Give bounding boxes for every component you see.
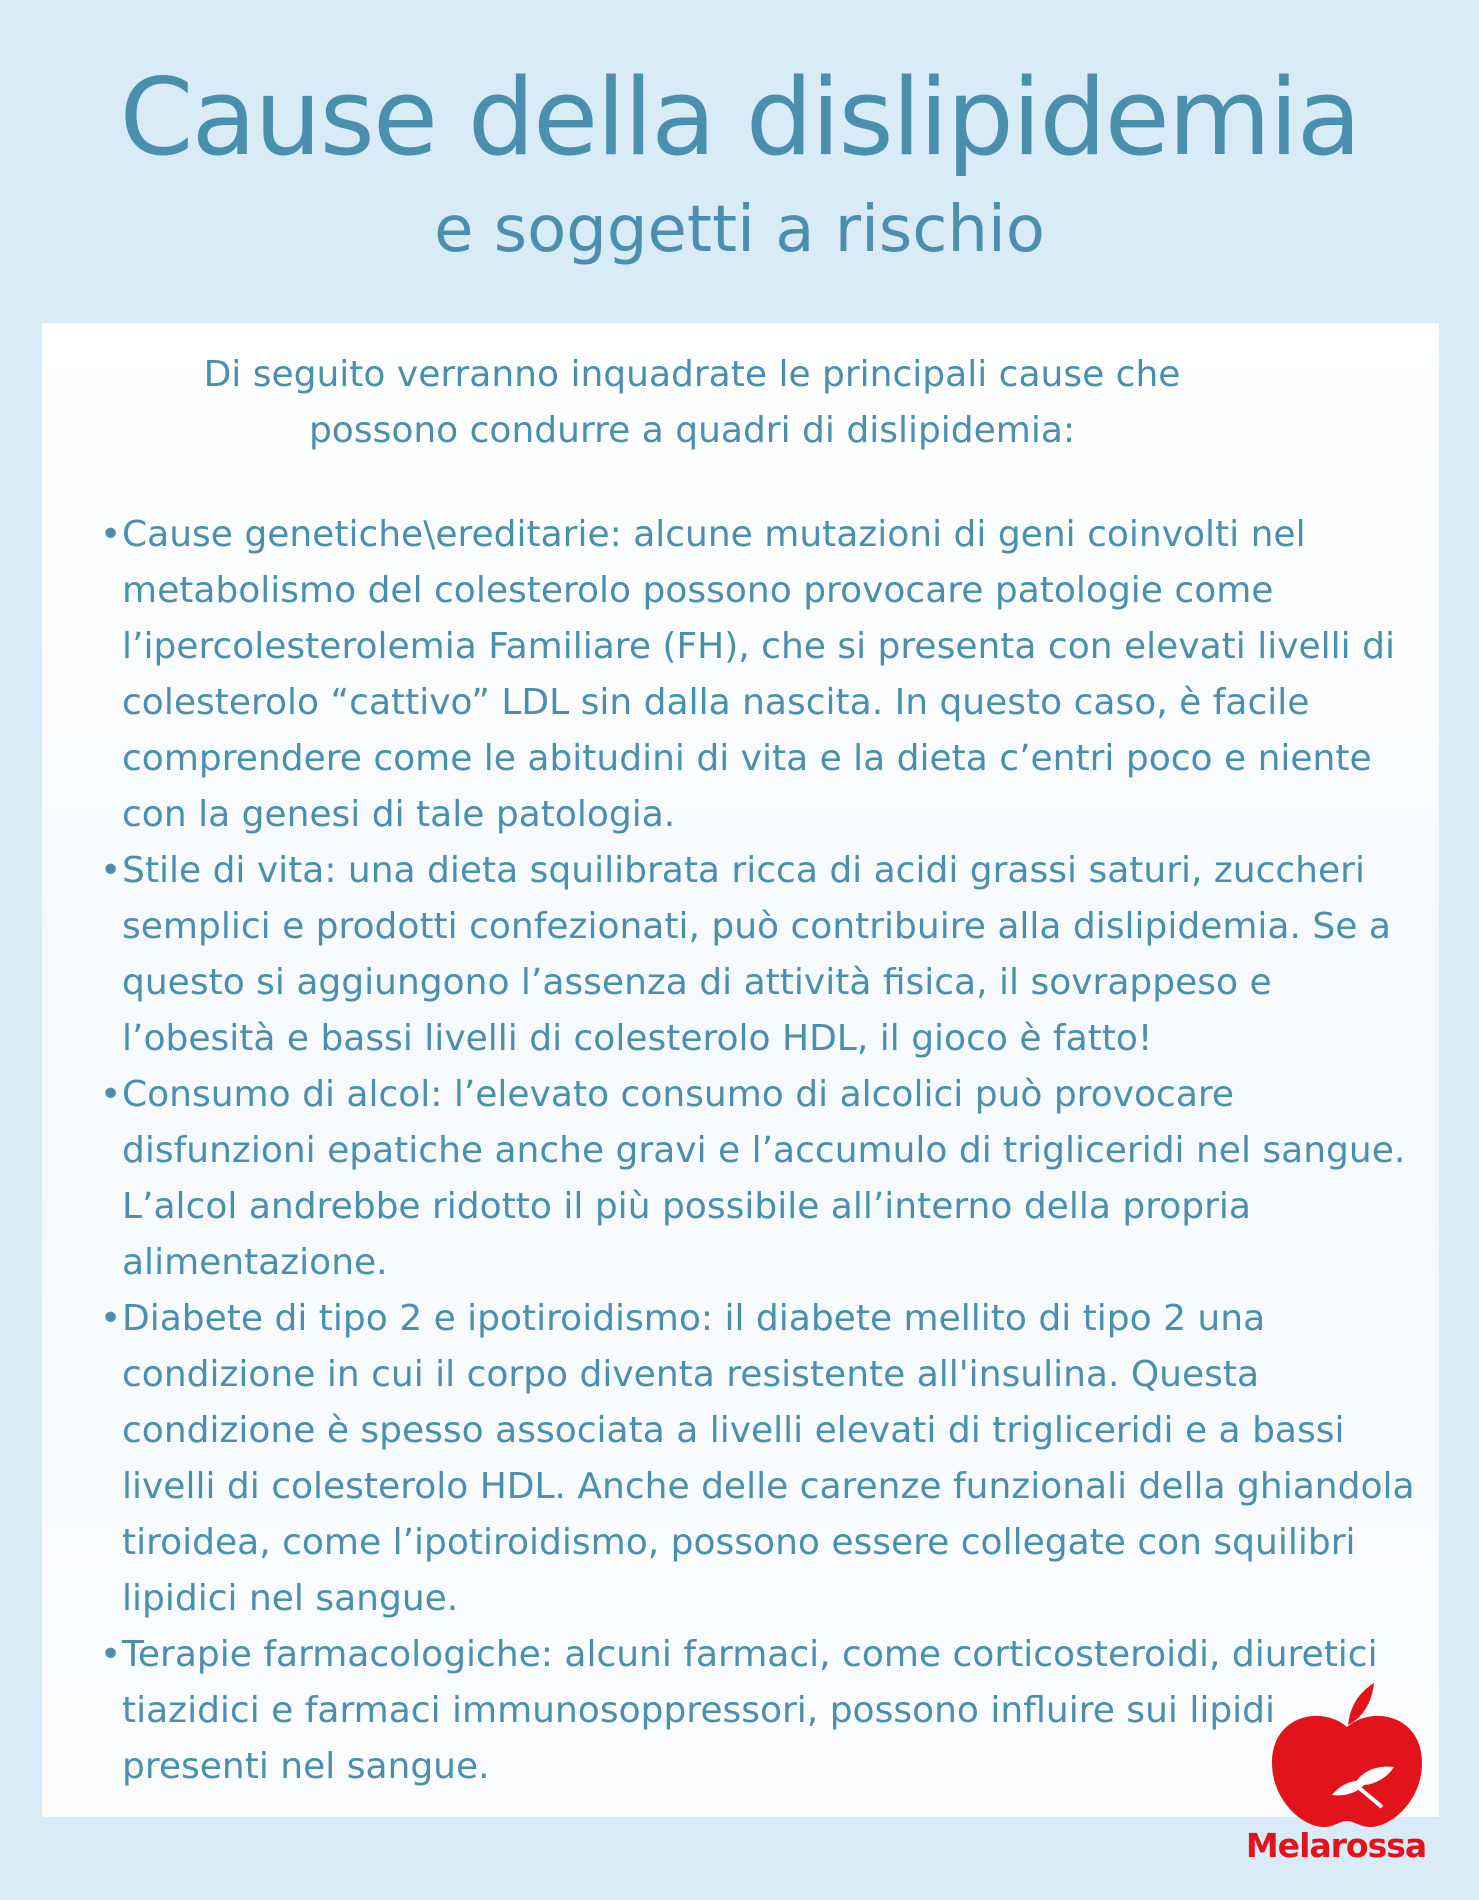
list-item-text: Diabete di tipo 2 e ipotiroidismo: il diabete mellito di tipo 2 una condizione in cui il corpo diventa resistente all'insulina. Questa condizione è spesso associata a livelli elevati di trigliceridi e a bassi livelli di colesterolo HDL. Anche delle carenze funzionali della ghiandola tiroidea, come l’ipotiroidismo, possono essere collegate con squilibri lipidici nel sangue. — [122, 1298, 1415, 1619]
list-item-text: Consumo di alcol: l’elevato consumo di alcolici può provocare disfunzioni epatiche anche gravi e l’accumulo di trigliceridi nel sangue. L’alcol andrebbe ridotto il più possibile all’interno della propria alimentazione. — [122, 1074, 1406, 1283]
bullet-icon: • — [100, 1634, 122, 1675]
list-item — [100, 1627, 1430, 1795]
bullet-icon: • — [100, 514, 122, 555]
page-title: Cause della dislipidemia — [119, 56, 1360, 179]
list-item — [100, 507, 1430, 843]
list-item — [100, 1291, 1430, 1627]
list-item-text: Stile di vita: una dieta squilibrata ricca di acidi grassi saturi, zuccheri semplici e prodotti confezionati, può contribuire alla dislipidemia. Se a questo si aggiungono l’assenza di attività fisica, il sovrappeso e l’obesità e bassi livelli di colesterolo HDL, il gioco è fatto! — [122, 850, 1391, 1059]
bullet-icon: • — [100, 1074, 122, 1115]
content-card — [42, 323, 1439, 1817]
bullet-icon: • — [100, 850, 122, 891]
brand-name: Melarossa — [1245, 1826, 1427, 1865]
list-item-text: Terapie farmacologiche: alcuni farmaci, come corticosteroidi, diuretici tiazidici e farmaci immunosoppressori, possono influire sui lipidi presenti nel sangue. — [122, 1634, 1378, 1787]
bullet-icon: • — [100, 1298, 122, 1339]
list-item — [100, 843, 1430, 1067]
list-item — [100, 1067, 1430, 1291]
page-subtitle: e soggetti a rischio — [434, 193, 1045, 267]
list-item-text: Cause genetiche\ereditarie: alcune mutazioni di geni coinvolti nel metabolismo del colesterolo possono provocare patologie come l’ipercolesterolemia Familiare (FH), che si presenta con elevati livelli di colesterolo “cattivo” LDL sin dalla nascita. In questo caso, è facile comprendere come le abitudini di vita e la dieta c’entri poco e niente con la genesi di tale patologia. — [122, 514, 1395, 835]
intro-text: Di seguito verranno inquadrate le principali cause che possono condurre a quadri di dislipidemia: — [203, 354, 1181, 451]
causes-list — [100, 507, 1430, 1795]
apple-logo-icon — [1262, 1675, 1432, 1835]
